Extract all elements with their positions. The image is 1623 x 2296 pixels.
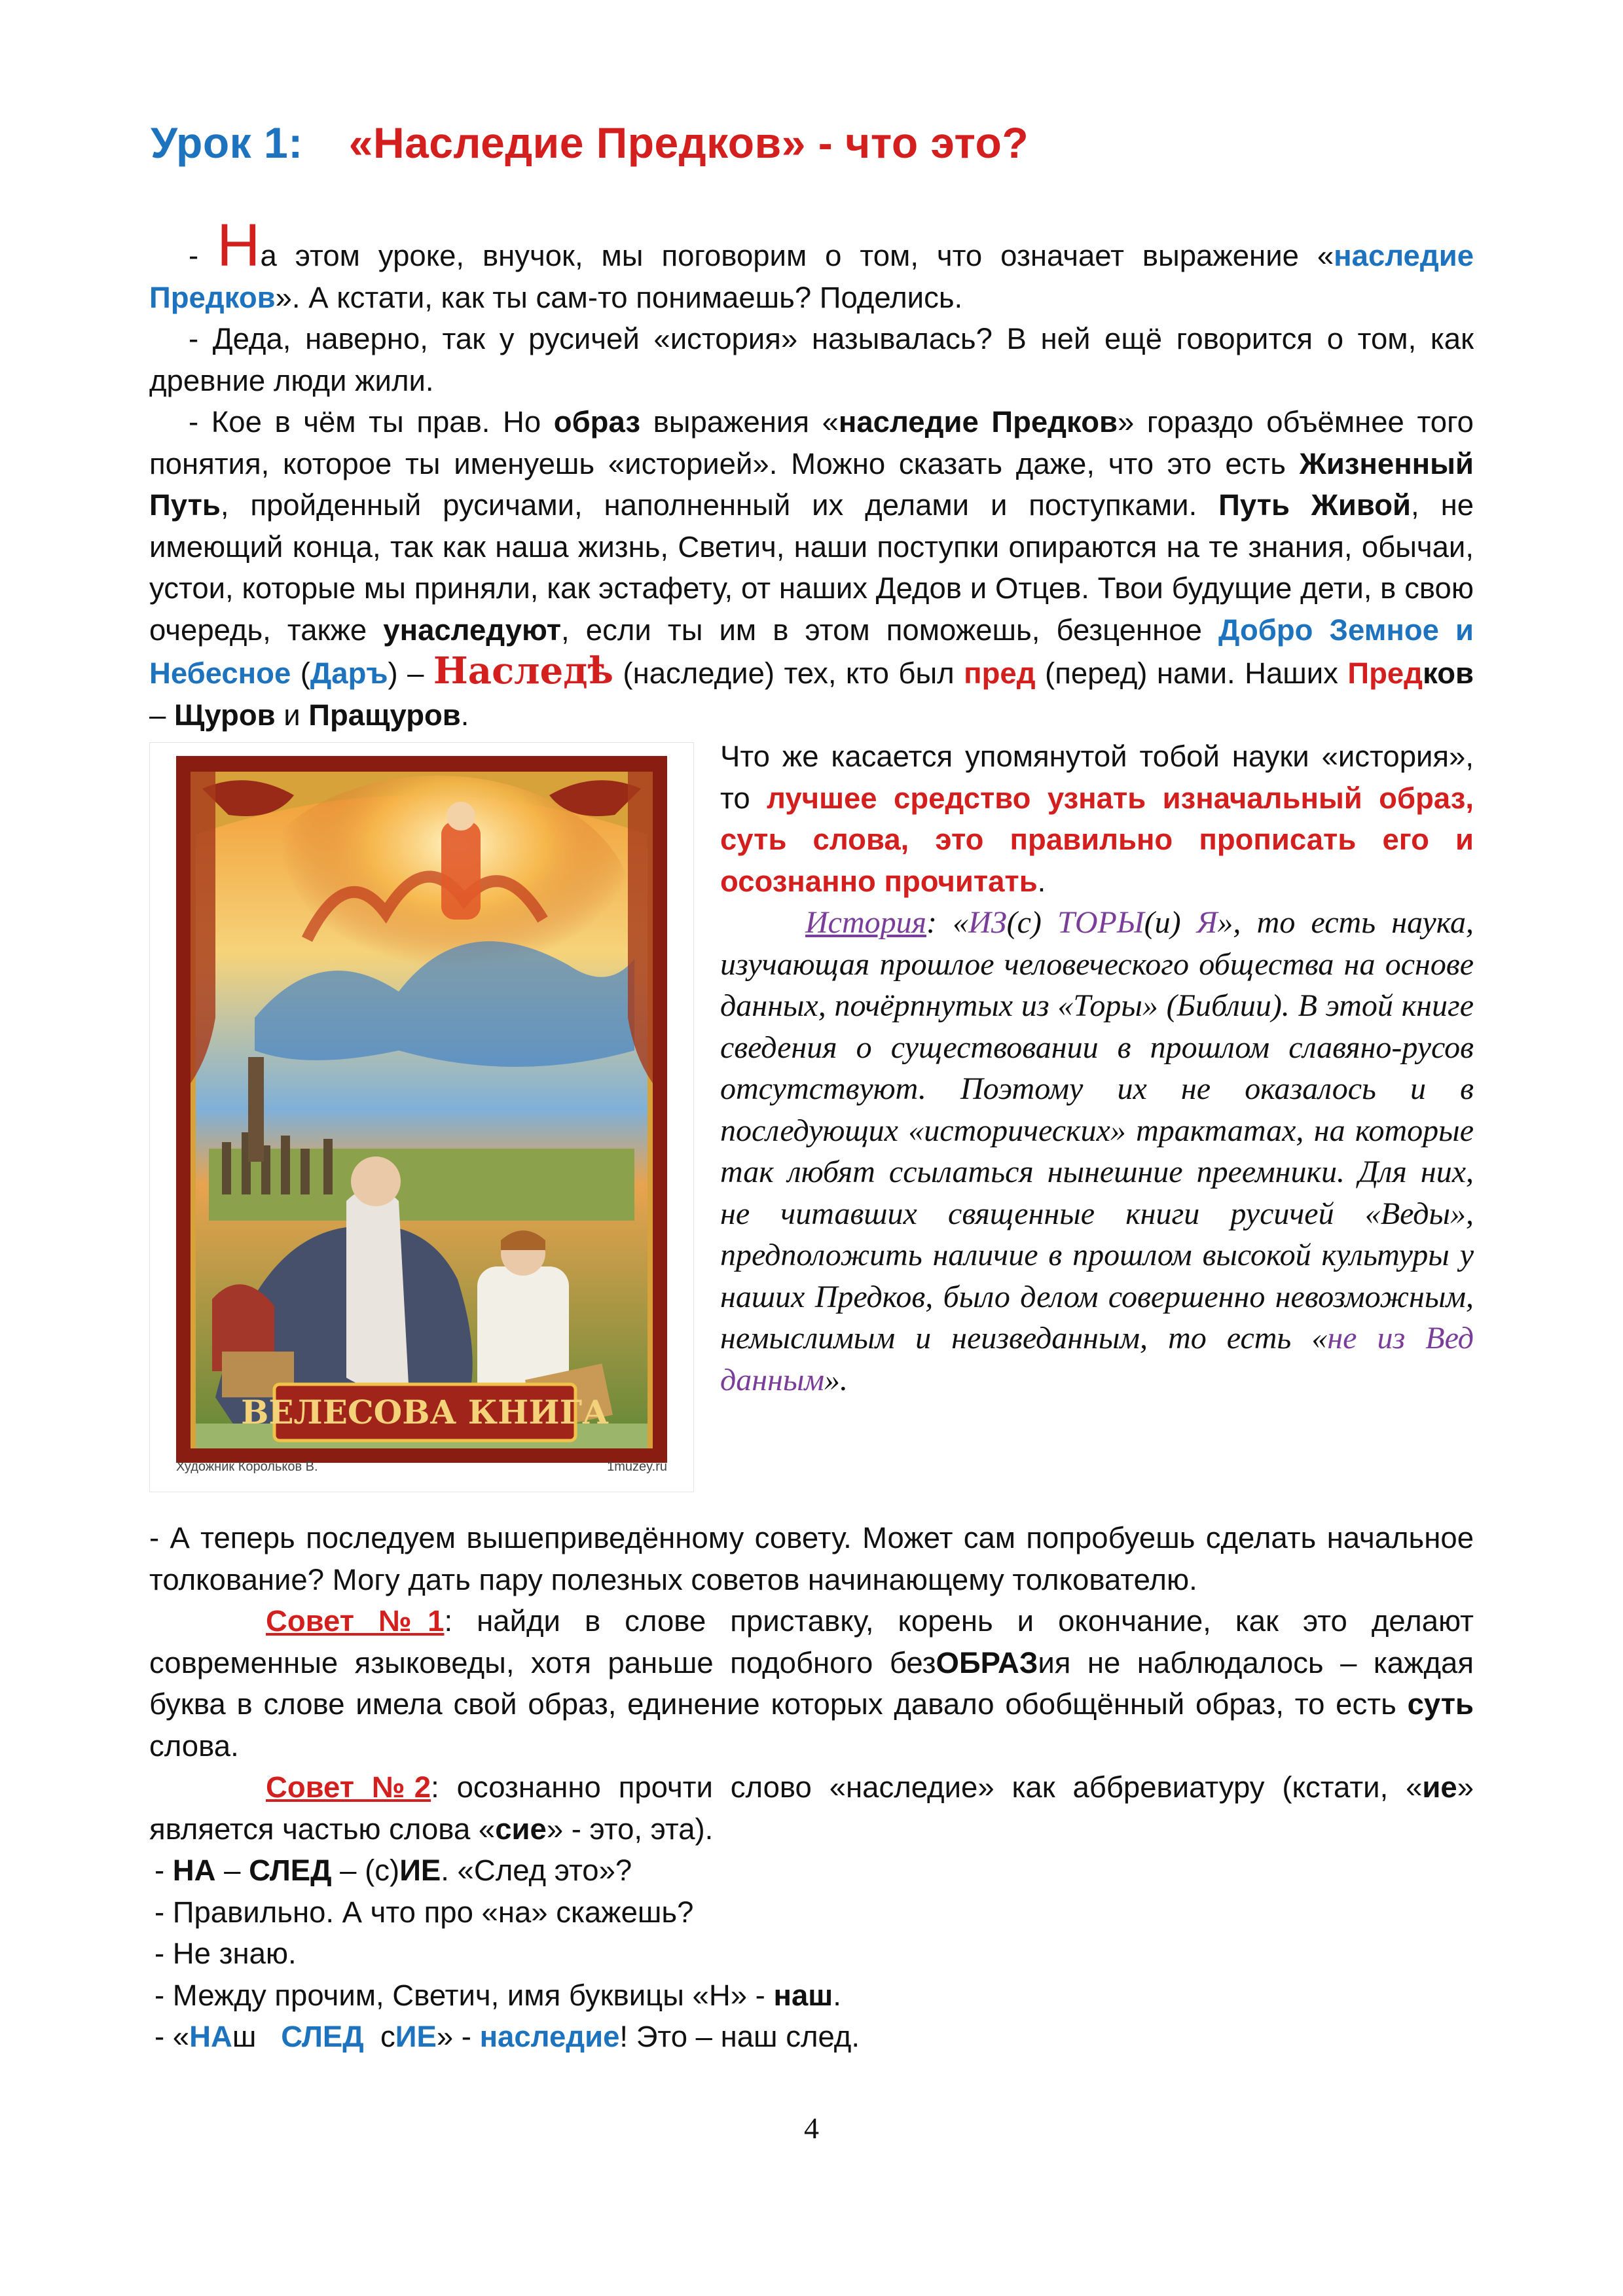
paragraph-history-definition: История: «ИЗ(с) ТОРЫ(и) Я», то есть наука, изучающая прошлое человеческого общества на основе данных, почёрпнутых из «Торы» (Библии). В этой книге сведения о существовании в прошлом славяно-русов отсутствуют. Поэтому их не оказалось и в последующих «исторических» трактатах, на которые так любят ссылаться нынешние преемники. Для них, не читавших священные книги русичей «Веды», предположить наличие в прошлом высокой культуры у наших Предков, было делом совершенно невозможным, немыслимым и неизведанным, то есть «не из Вед данным». [720,905,1474,1397]
dialog-line: - Правильно. А что про «на» скажешь? [155,1895,694,1929]
painting-image [150,743,693,1492]
paragraph-advice-2: Совет №2: осознанно прочти слово «наследие» как аббревиатуру (кстати, «ие» является частью слова «сие» - это, эта). [149,1770,1474,1846]
paragraph-intro: - На этом уроке, внучок, мы поговорим о том, что означает выражение «наследие Предков». А кстати, как ты сам-то понимаешь? Поделись. [149,212,1474,314]
dialog-line: - НА – СЛЕД – (с)ИЕ. «След это»? [155,1854,632,1887]
lesson-body [149,212,1474,2058]
dialog-line: - Между прочим, Светич, имя буквицы «Н» - наш. [155,1978,841,2012]
advice-2-label: Совет №2 [266,1770,431,1804]
history-word: История [805,905,926,940]
lesson-number: Урок 1: [151,118,303,167]
artist-caption: Художник Корольков В. [176,1459,318,1474]
dialog-line: - Не знаю. [155,1937,297,1970]
drop-cap: Н [217,212,261,279]
paragraph-grandfather-explanation: - Кое в чём ты прав. Но образ выражения «наследие Предков» гораздо объёмнее того понятия, которое ты именуешь «историей». Можно сказать даже, что это есть Жизненный Путь, пройденный русичами, наполненный их делами и поступками. Путь Живой, не имеющий конца, так как наша жизнь, Светич, наши поступки опираются на те знания, обычаи, устои, которые мы приняли, как эстафету, от наших Дедов и Отцев. Твои будущие дети, в свою очередь, также унаследуют, если ты им в этом поможешь, безценное Добро Земное и Небесное (Даръ) – Наследѣ (наследие) тех, кто был пред (перед) нами. Наших Предков – Щуров и Пращуров. [149,405,1474,732]
old-script-word: Наследѣ [433,649,613,692]
paragraph-advice-1: Совет №1: найди в слове приставку, корень и окончание, как это делают современные языковеды, хотя раньше подобного безОБРАЗия не наблюдалось – каждая буква в слове имела свой образ, единение которых давало обобщённый образ, то есть суть слова. [149,1604,1474,1763]
best-way-highlight: лучшее средство узнать изначальный образ, суть слова, это правильно прописать его и осознанно прочитать [720,781,1474,898]
paragraph-grandson-reply: - Деда, наверно, так у русичей «история» называлась? В ней ещё говорится о том, как древние люди жили. [149,322,1474,397]
page-number: 4 [804,2111,819,2145]
source-caption: 1muzey.ru [607,1459,667,1474]
book-title-text: ВЕЛЕСОВА КНИГА [241,1393,609,1431]
paragraph-follow-advice: - А теперь последуем вышеприведённому совету. Может сам попробуешь сделать начальное толкование? Могу дать пару полезных советов начинающему толкователю. [149,1521,1474,1596]
highlight-phrase: наследие Предков [149,239,1474,314]
advice-1-label: Совет №1 [266,1604,445,1638]
veles-book-illustration [149,742,694,1492]
dialog-list [149,1850,1474,2058]
paragraph-history-science: Что же касается упомянутой тобой науки «история», то лучшее средство узнать изначальный образ, суть слова, это правильно прописать его и осознанно прочитать. [720,740,1474,898]
lesson-title [151,118,1029,168]
dialog-line: - «НАш СЛЕД сИЕ» - наследие! Это – наш след. [155,2020,860,2053]
lesson-topic: «Наследие Предков» - что это? [348,118,1029,167]
